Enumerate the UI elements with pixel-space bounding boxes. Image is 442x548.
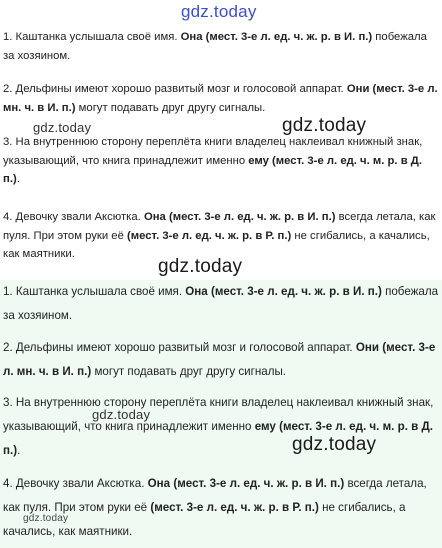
pronoun: Она (185, 285, 208, 298)
sentence-text: Девочку звали Аксютка. (12, 477, 148, 490)
answer-item-1 (3, 28, 439, 65)
sentence-text: . (17, 444, 21, 457)
pronoun: Она (143, 211, 166, 223)
watermark: gdz.today (282, 115, 367, 136)
pronoun: Она (180, 31, 203, 43)
grammar-note: (мест. 3-е л. ед. ч. м. р. в Д. п.) (3, 154, 422, 185)
sentence-text: На внутреннюю сторону переплёта книги владелец наклеивал книжный знак, указывающий, что книга принадлежит именно (3, 396, 434, 433)
sentence-text: не сгибались, а качались, как маятники. (3, 229, 430, 260)
grammar-note: (мест. 3-е л. ед. ч. ж. р. в Р. п.) (127, 229, 292, 242)
sentence-text: Каштанка услышала своё имя. (12, 285, 186, 298)
item-number: 4. (3, 477, 13, 490)
grammar-note: (мест. 3-е л. ед. ч. ж. р. в Р. п.) (150, 501, 319, 514)
answer-item-3 (3, 133, 439, 189)
sentence-text: всегда летала, как пуля. При этом руки её (3, 477, 427, 514)
answer-item-2 (3, 80, 439, 117)
item-number: 1. (3, 31, 13, 43)
sentence-text: Дельфины имеют хорошо развитый мозг и голосовой аппарат. (12, 83, 347, 95)
item-number: 3. (3, 396, 13, 409)
answer-item-2 (3, 336, 439, 384)
sentence-text: побежала за хозяином. (3, 31, 427, 62)
watermark: gdz.today (23, 513, 69, 524)
pronoun: ему (254, 420, 276, 433)
sentence-text: Девочку звали Аксютка. (12, 211, 144, 223)
pronoun: Они (355, 341, 380, 354)
item-number: 2. (3, 341, 13, 354)
item-number: 2. (3, 83, 13, 95)
pronoun: ему (248, 154, 269, 167)
sentence-text: На внутреннюю сторону переплёта книги владелец наклеивал книжный знак, указывающий, что книга принадлежит именно (3, 136, 423, 167)
watermark: gdz.today (92, 407, 151, 422)
sentence-text: не сгибались, а качались, как маятники. (3, 501, 406, 538)
sentence-text: Каштанка услышала своё имя. (12, 31, 181, 43)
sentence-text: Дельфины имеют хорошо развитый мозг и голосовой аппарат. (12, 341, 356, 354)
item-number: 4. (3, 211, 13, 223)
grammar-note: (мест. 3-е л. мн. ч. в И. п.) (3, 341, 436, 378)
sentence-text: . (16, 173, 20, 185)
item-number: 1. (3, 285, 13, 298)
watermark: gdz.today (158, 256, 243, 277)
sentence-text: побежала за хозяином. (3, 285, 439, 322)
watermark: gdz.today (292, 434, 377, 455)
pronoun: Они (346, 83, 370, 95)
watermark: gdz.today (33, 120, 92, 135)
sentence-text: могут подавать друг другу сигналы. (75, 101, 266, 114)
grammar-note: (мест. 3-е л. ед. ч. ж. р. в И. п.) (165, 211, 336, 223)
grammar-note: (мест. 3-е л. ед. ч. ж. р. в И. п.) (202, 31, 373, 43)
grammar-note: (мест. 3-е л. мн. ч. в И. п.) (3, 83, 438, 114)
answer-item-1 (3, 280, 439, 328)
grammar-note: (мест. 3-е л. ед. ч. м. р. в Д. п.) (3, 420, 433, 457)
pronoun: Она (147, 477, 171, 490)
answer-section-bottom (0, 280, 442, 548)
grammar-note: (мест. 3-е л. ед. ч. ж. р. в И. п.) (170, 477, 345, 490)
answer-item-4 (3, 472, 439, 544)
sentence-text: всегда летала, как пуля. При этом руки её (3, 211, 436, 242)
sentence-text: могут подавать друг другу сигналы. (91, 365, 287, 378)
grammar-note: (мест. 3-е л. ед. ч. ж. р. в И. п.) (207, 285, 382, 298)
item-number: 3. (3, 136, 13, 148)
watermark-header: gdz.today (181, 2, 257, 21)
